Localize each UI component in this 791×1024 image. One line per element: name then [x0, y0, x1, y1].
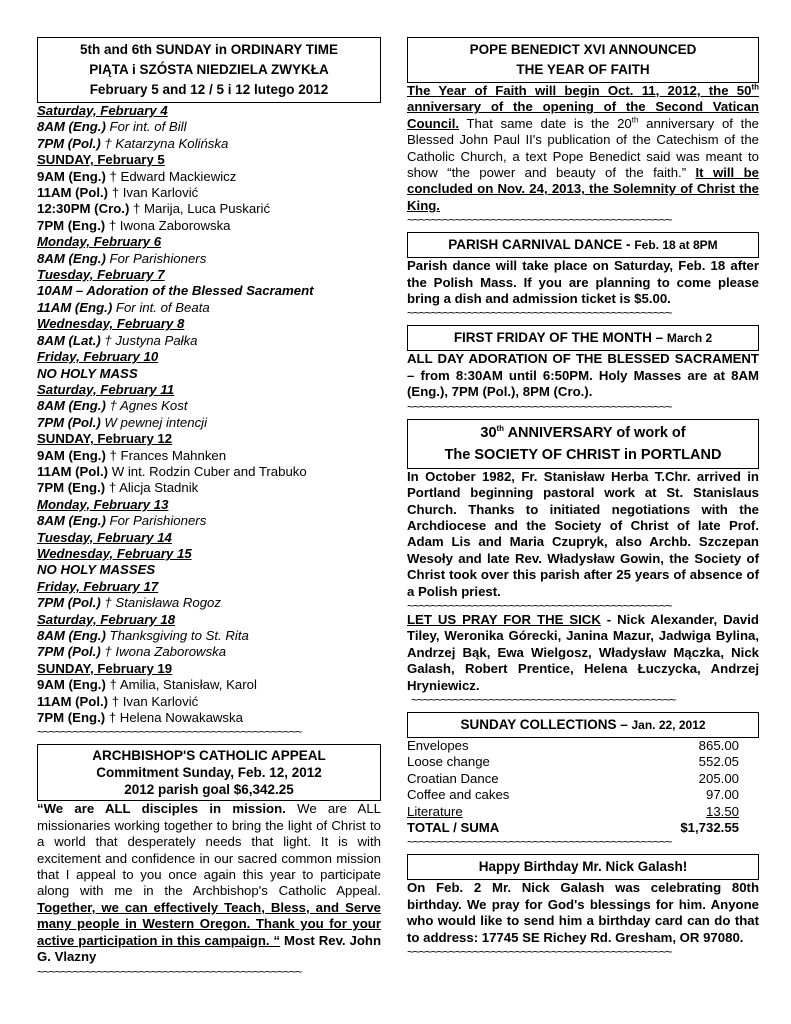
schedule-header-line1: 5th and 6th SUNDAY in ORDINARY TIME: [79, 42, 339, 57]
schedule-time: 11AM (Eng.): [37, 299, 113, 315]
divider: ~~~~~~~~~~~~~~~~~~~~~~~~~~~~~~~~~~~~~~~~~~~~: [407, 400, 672, 413]
schedule-intention: † Ivan Karlović: [111, 185, 199, 201]
schedule-line: [37, 382, 381, 398]
divider: ~~~~~~~~~~~~~~~~~~~~~~~~~~~~~~~~~~~~~~~~~~~~: [37, 965, 302, 978]
schedule-header-line2: PIĄTA i SZÓSTA NIEDZIELA ZWYKŁA: [89, 62, 329, 77]
collection-amount: 97.00: [705, 787, 739, 803]
society-title-sup: th: [496, 423, 505, 433]
collections-header: [407, 712, 759, 738]
schedule-line: [37, 267, 381, 283]
faith-body-a: That same date is the 20: [459, 115, 632, 131]
schedule-intention: † Ivan Karlović: [111, 693, 199, 709]
appeal-text: [37, 801, 381, 965]
schedule-intention: W int. Rodzin Cuber and Trabuko: [111, 463, 307, 479]
collection-label: Croatian Dance: [407, 770, 499, 786]
society-title-line2: The SOCIETY OF CHRIST in PORTLAND: [444, 446, 722, 463]
schedule-time: 7PM (Pol.): [37, 135, 101, 151]
schedule-intention: † Stanisława Rogoz: [104, 595, 221, 611]
collection-amount: 205.00: [698, 770, 739, 786]
schedule-line: [37, 661, 381, 677]
schedule-sunday: SUNDAY, February 5: [37, 152, 165, 168]
collections-total-amount: $1,732.55: [680, 820, 739, 835]
collection-amount: 552.05: [698, 754, 739, 770]
schedule-time: 11AM (Pol.): [37, 693, 109, 709]
schedule-line: [37, 218, 381, 234]
faith-lead-b: anniversary of the opening of the Second Vatican Council.: [407, 99, 759, 131]
schedule-note: NO HOLY MASS: [37, 365, 138, 381]
schedule-line: [37, 366, 381, 382]
schedule-intention: † Katarzyna Kolińska: [104, 135, 229, 151]
carnival-header: [407, 232, 759, 258]
birthday-text: On Feb. 2 Mr. Nick Galash was celebrating 80th birthday. We pray for God's blessings for him. Anyone who would like to send him a birthday card can do that to address: 17745 SE Richey Rd. Gresham, OR 97080.: [407, 880, 759, 945]
schedule-time: 8AM (Eng.): [37, 628, 106, 643]
first-friday-title: FIRST FRIDAY OF THE MONTH –: [453, 330, 667, 346]
divider: ~~~~~~~~~~~~~~~~~~~~~~~~~~~~~~~~~~~~~~~~~~~~: [407, 307, 672, 320]
faith-title-line1: POPE BENEDICT XVI ANNOUNCED: [469, 42, 697, 57]
collection-amount: 865.00: [698, 737, 739, 753]
mass-schedule: [37, 103, 381, 726]
schedule-intention: For int. of Beata: [115, 299, 210, 315]
schedule-intention: † Alicja Stadnik: [108, 480, 199, 496]
schedule-note: 10AM – Adoration of the Blessed Sacrament: [37, 283, 314, 299]
schedule-line: [37, 136, 381, 152]
schedule-day: Friday, February 17: [37, 578, 159, 594]
faith-emphasis: It will be concluded on Nov. 24, 2013, the Solemnity of Christ the King.: [407, 165, 759, 213]
schedule-time: 8AM (Eng.): [37, 513, 106, 529]
society-text: In October 1982, Fr. Stanisław Herba T.Chr. arrived in Portland beginning pastoral work at St. Stanislaus Church. Thanks to initiated negotiations with the Archdiocese and the Society of Christ of late Prof. Adam Lis and Maria Czupryk, also Archb. Szczepan Wesoły and late Rev. Władysław Gowin, the Society of Christ took over this parish after 25 years of absence of a Polish priest.: [407, 468, 759, 599]
collection-row: [407, 738, 759, 754]
schedule-intention: † Helena Nowakawska: [108, 710, 243, 726]
society-header: [407, 419, 759, 469]
first-friday-header: [407, 325, 759, 351]
schedule-time: 7PM (Pol.): [37, 414, 101, 430]
schedule-time: 7PM (Pol.): [37, 644, 101, 660]
collection-label: Literature: [407, 803, 463, 819]
schedule-line: [37, 251, 381, 267]
schedule-day: Tuesday, February 14: [37, 529, 172, 545]
society-title-line1: [412, 422, 754, 444]
collection-label: Loose change: [407, 754, 490, 770]
collection-amount: 13.50: [705, 803, 739, 819]
schedule-line: [37, 333, 381, 349]
schedule-intention: † Frances Mahnken: [109, 447, 227, 463]
schedule-header-line3: February 5 and 12 / 5 i 12 lutego 2012: [89, 82, 329, 97]
schedule-line: [37, 464, 381, 480]
schedule-line: [37, 201, 381, 217]
schedule-time: 11AM (Pol.): [37, 463, 109, 479]
schedule-line: [37, 119, 381, 135]
faith-lead-sup: th: [751, 82, 759, 92]
appeal-title: ARCHBISHOP'S CATHOLIC APPEAL: [92, 748, 326, 764]
schedule-line: [37, 283, 381, 299]
faith-body-b: anniversary of the Blessed John Paul II's publication of the Catechism of the Catholic Church, a text Pope Benedict said was meant to show “the power and beauty of the faith.”: [407, 115, 759, 181]
divider: ~~~~~~~~~~~~~~~~~~~~~~~~~~~~~~~~~~~~~~~~~~~~: [37, 726, 302, 739]
right-column: [407, 37, 759, 958]
pray-for-sick-label: LET US PRAY FOR THE SICK: [407, 611, 601, 627]
schedule-day: Monday, February 13: [37, 496, 169, 512]
schedule-note: NO HOLY MASSES: [37, 562, 156, 578]
schedule-line: [37, 579, 381, 595]
schedule-line: [37, 448, 381, 464]
collections-total-row: [407, 820, 759, 836]
faith-text: [407, 83, 759, 214]
collections-table: [407, 738, 759, 836]
schedule-intention: † Iwona Zaborowska: [108, 217, 231, 233]
pray-for-sick-names: - Nick Alexander, David Tiley, Weronika Górecki, Janina Mazur, Jadwiga Bylina, Andrzej Bąk, Ewa Wielgosz, Władysław Mączka, Nick Galash, Robert Prentice, Helena Łuczycka, Andrzej Hryniewicz.: [407, 611, 759, 693]
collection-label: Coffee and cakes: [407, 787, 510, 803]
schedule-day: Saturday, February 11: [37, 381, 175, 397]
schedule-intention: † Iwona Zaborowska: [104, 644, 227, 660]
collection-row: [407, 771, 759, 787]
faith-title-line2: THE YEAR OF FAITH: [516, 62, 650, 77]
schedule-day: Monday, February 6: [37, 234, 162, 250]
schedule-intention: For Parishioners: [109, 513, 207, 529]
schedule-intention: † Marija, Luca Puskarić: [133, 201, 271, 217]
collection-label: Envelopes: [407, 737, 469, 753]
birthday-header: Happy Birthday Mr. Nick Galash!: [407, 854, 759, 880]
collections-title: SUNDAY COLLECTIONS –: [460, 716, 632, 732]
schedule-line: [37, 398, 381, 414]
faith-body-sup: th: [631, 115, 639, 125]
schedule-day: Friday, February 10: [37, 349, 159, 365]
schedule-line: [37, 612, 381, 628]
carnival-date: Feb. 18 at 8PM: [634, 238, 718, 253]
appeal-emphasis: Together, we can effectively Teach, Bless, and Serve many people in Western Oregon. Thank you for your active participation in this campaign. “: [37, 899, 381, 948]
schedule-time: 7PM (Eng.): [37, 217, 106, 233]
schedule-day: Wednesday, February 15: [37, 545, 192, 561]
collections-rows: [407, 738, 759, 820]
schedule-line: [37, 644, 381, 660]
collection-row: [407, 754, 759, 770]
appeal-lead: “We are ALL disciples in mission.: [37, 801, 286, 817]
schedule-time: 8AM (Eng.): [37, 119, 106, 135]
schedule-intention: † Agnes Kost: [109, 398, 188, 414]
appeal-goal: 2012 parish goal $6,342.25: [124, 782, 294, 798]
divider: ~~~~~~~~~~~~~~~~~~~~~~~~~~~~~~~~~~~~~~~~~~~~: [411, 693, 676, 706]
schedule-sunday: SUNDAY, February 19: [37, 660, 173, 676]
appeal-commitment: Commitment Sunday, Feb. 12, 2012: [96, 765, 322, 781]
schedule-intention: W pewnej intencji: [104, 414, 208, 430]
schedule-intention: Thanksgiving to St. Rita: [109, 628, 249, 643]
schedule-intention: For Parishioners: [109, 250, 207, 266]
schedule-line: [37, 300, 381, 316]
left-column: [37, 37, 381, 978]
schedule-intention: For int. of Bill: [109, 119, 187, 135]
schedule-line: [37, 234, 381, 250]
society-title-a: 30: [480, 424, 497, 441]
faith-header: [407, 37, 759, 83]
schedule-intention: † Justyna Pałka: [104, 332, 198, 348]
faith-lead-a: The Year of Faith will begin Oct. 11, 2012, the 50: [407, 83, 752, 98]
schedule-line: [37, 349, 381, 365]
appeal-signature: Most Rev. John G. Vlazny: [37, 932, 382, 965]
schedule-time: 8AM (Eng.): [37, 398, 106, 414]
collections-total-label: TOTAL / SUMA: [407, 820, 500, 835]
schedule-line: [37, 677, 381, 693]
schedule-sunday: SUNDAY, February 12: [37, 431, 173, 447]
society-title-b: ANNIVERSARY of work of: [504, 424, 686, 441]
schedule-time: 7PM (Pol.): [37, 595, 101, 611]
divider: ~~~~~~~~~~~~~~~~~~~~~~~~~~~~~~~~~~~~~~~~~~~~: [407, 836, 672, 849]
schedule-time: 8AM (Lat.): [37, 332, 101, 348]
divider: ~~~~~~~~~~~~~~~~~~~~~~~~~~~~~~~~~~~~~~~~~~~~: [407, 214, 672, 227]
schedule-time: 9AM (Eng.): [37, 677, 106, 693]
schedule-line: [37, 480, 381, 496]
schedule-line: [37, 710, 381, 726]
schedule-line: [37, 513, 381, 529]
schedule-header: [37, 37, 381, 103]
first-friday-text: ALL DAY ADORATION OF THE BLESSED SACRAMENT – from 8:30AM until 6:50PM. Holy Masses are at 8AM (Eng.), 7PM (Pol.), 8PM (Cro.).: [407, 351, 759, 400]
schedule-time: 7PM (Eng.): [37, 480, 106, 496]
schedule-line: [37, 530, 381, 546]
carnival-title: PARISH CARNIVAL DANCE -: [448, 237, 635, 253]
schedule-time: 9AM (Eng.): [37, 168, 106, 184]
schedule-line: [37, 546, 381, 562]
schedule-line: [37, 316, 381, 332]
schedule-time: 11AM (Pol.): [37, 185, 109, 201]
schedule-line: [37, 497, 381, 513]
schedule-line: [37, 152, 381, 168]
appeal-header: [37, 744, 381, 801]
appeal-body: We are ALL missionaries working together to bring the light of Christ to a world that desperately needs that light. It is with excitement and confidence in our sacred common mission that I appeal to you once again this year to participate along with me in the Archbishop's Catholic Appeal.: [37, 801, 381, 899]
schedule-intention: † Edward Mackiewicz: [109, 168, 237, 184]
divider: ~~~~~~~~~~~~~~~~~~~~~~~~~~~~~~~~~~~~~~~~~~~~: [407, 599, 672, 612]
schedule-day: Saturday, February 4: [37, 103, 168, 118]
schedule-day: Wednesday, February 8: [37, 316, 185, 332]
schedule-line: [37, 628, 381, 644]
schedule-line: [37, 431, 381, 447]
schedule-intention: † Amilia, Stanisław, Karol: [109, 677, 257, 693]
collections-date: Jan. 22, 2012: [631, 717, 706, 732]
schedule-line: [37, 103, 381, 119]
schedule-line: [37, 415, 381, 431]
carnival-text: Parish dance will take place on Saturday, Feb. 18 after the Polish Mass. If you are planning to come please bring a dish and admission ticket is $5.00.: [407, 258, 759, 307]
schedule-time: 8AM (Eng.): [37, 250, 106, 266]
schedule-day: Saturday, February 18: [37, 611, 176, 627]
collection-row: [407, 804, 759, 820]
schedule-line: [37, 562, 381, 578]
schedule-line: [37, 694, 381, 710]
schedule-time: 7PM (Eng.): [37, 710, 106, 726]
pray-for-sick: [407, 612, 759, 694]
first-friday-date: March 2: [666, 331, 713, 346]
schedule-line: [37, 595, 381, 611]
schedule-time: 12:30PM (Cro.): [37, 201, 130, 217]
schedule-line: [37, 169, 381, 185]
schedule-time: 9AM (Eng.): [37, 447, 106, 463]
divider: ~~~~~~~~~~~~~~~~~~~~~~~~~~~~~~~~~~~~~~~~~~~~: [407, 946, 672, 959]
collection-row: [407, 787, 759, 803]
schedule-day: Tuesday, February 7: [37, 267, 165, 283]
schedule-line: [37, 185, 381, 201]
